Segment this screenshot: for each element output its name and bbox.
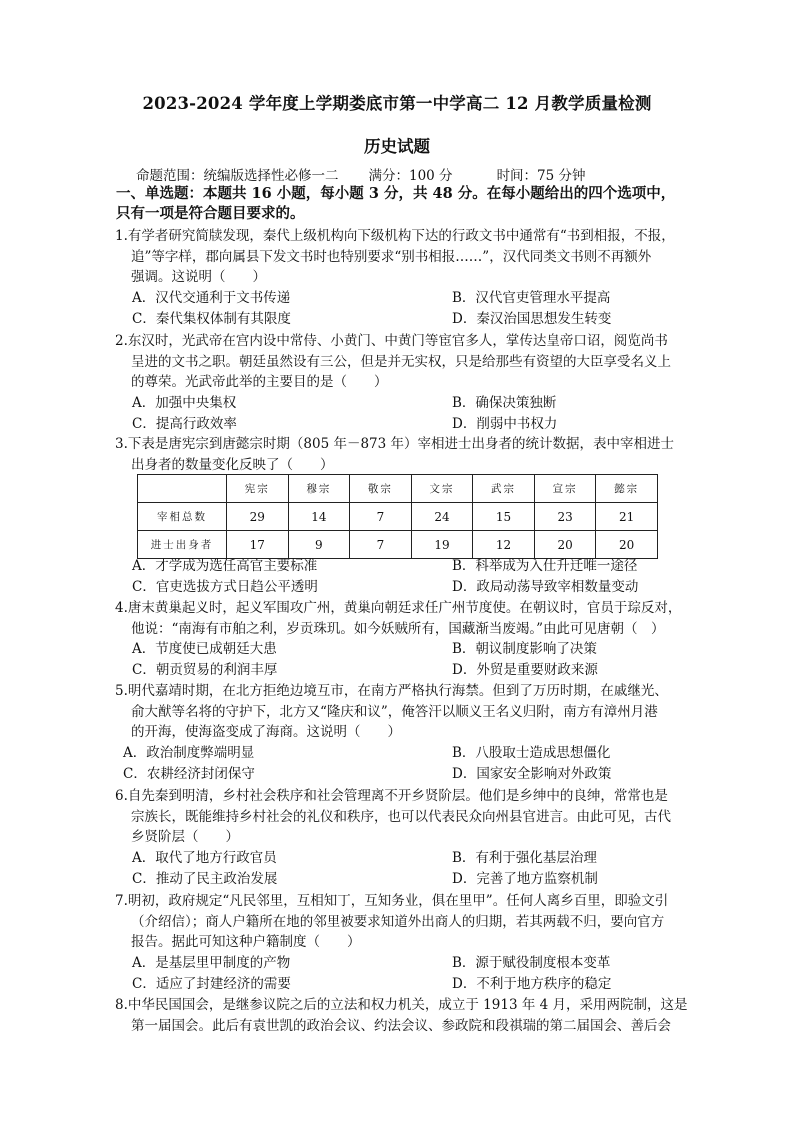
question-5: 5.明代嘉靖时期，在北方拒绝边境互市，在南方严格执行海禁。但到了万历时期，在戚继光、 俞大猷等名将的守护下，北方又“隆庆和议”，俺答汗以顺义王名义归附，南方有漳州月港 的开海，使海盗变成了海商。这说明（ ） A．政治制度弊端明显 B．八股取士造成思想僵化 C．农耕经济封闭保守 D．国家安全影响对外政策 <box>115 681 695 784</box>
option-a[interactable]: A．政治制度弊端明显 <box>123 744 255 761</box>
option-b[interactable]: B．确保决策独断 <box>452 394 557 411</box>
table-row <box>138 503 658 531</box>
exam-time: 时间：75 分钟 <box>496 168 586 184</box>
page-subtitle: 历史试题 <box>364 137 430 156</box>
table-header-cell: 宪宗 <box>227 475 289 503</box>
option-c[interactable]: C．朝贡贸易的利润丰厚 <box>132 662 278 678</box>
table-header-cell: 敬宗 <box>350 475 412 503</box>
option-d[interactable]: D．秦汉治国思想发生转变 <box>452 310 612 327</box>
option-a[interactable]: A．节度使已成朝廷大患 <box>132 641 277 657</box>
options <box>115 288 695 329</box>
option-b[interactable]: B．朝议制度影响了决策 <box>452 641 597 657</box>
question-3: 3.下表是唐宪宗到唐懿宗时期（805 年－873 年）宰相进士出身者的统计数据，表中宰相进士 出身者的数量变化反映了（ ） <box>115 436 675 473</box>
question-number: 6. <box>115 788 128 804</box>
question-number: 4. <box>115 600 128 616</box>
options <box>115 393 695 434</box>
option-d[interactable]: D．国家安全影响对外政策 <box>452 765 612 782</box>
question-number: 1. <box>115 228 128 244</box>
option-d[interactable]: D．外贸是重要财政来源 <box>452 662 598 678</box>
row-label: 进士出身者 <box>138 531 227 559</box>
table-cell: 20 <box>596 531 658 559</box>
table-header-cell: 宣宗 <box>534 475 596 503</box>
question-6: 6.自先秦到明清，乡村社会秩序和社会管理离不开乡贤阶层。他们是乡绅中的良绅，常常也是 宗族长，既能维持乡村社会的礼仪和秩序，也可以代表民众向州县官进言。由此可见，古代 乡贤阶层（ ） A．取代了地方行政官员 B．有利于强化基层治理 C．推动了民主政治发展 D．完善了地方监察机制 <box>115 786 695 889</box>
option-a[interactable]: A．才学成为选任高官主要标准 <box>132 558 318 574</box>
options <box>115 743 695 784</box>
table-header-cell: 穆宗 <box>288 475 350 503</box>
section-heading: 一、单选题：本题共 16 小题，每小题 3 分，共 48 分。在每小题给出的四个选项中， 只有一项是符合题目要求的。 <box>116 185 676 222</box>
table-cell: 29 <box>227 503 289 531</box>
question-number: 2. <box>115 333 128 349</box>
option-c[interactable]: C．秦代集权体制有其限度 <box>132 310 291 327</box>
question-number: 7. <box>115 893 128 909</box>
table-cell: 15 <box>473 503 535 531</box>
option-a[interactable]: A．取代了地方行政官员 <box>132 849 277 866</box>
option-a[interactable]: A．加强中央集权 <box>132 394 237 411</box>
option-b[interactable]: B．源于赋役制度根本变革 <box>452 954 611 971</box>
table-cell: 20 <box>534 531 596 559</box>
option-a[interactable]: A．是基层里甲制度的产物 <box>132 954 291 971</box>
option-d[interactable]: D．完善了地方监察机制 <box>452 870 598 887</box>
question-8: 8.中华民国国会，是继参议院之后的立法和权力机关，成立于 1913 年 4 月，采用两院制，这是 第一届国会。此后有袁世凯的政治会议、约法会议、参政院和段祺瑞的第二届国会、善后会 <box>115 997 688 1034</box>
question-3-options <box>115 556 695 597</box>
option-b[interactable]: B．汉代官吏管理水平提高 <box>452 289 611 306</box>
option-c[interactable]: C．农耕经济封闭保守 <box>123 765 255 782</box>
option-c[interactable]: C．适应了封建经济的需要 <box>132 975 291 992</box>
question-2: 2.东汉时，光武帝在宫内设中常侍、小黄门、中黄门等宦官多人，掌传达皇帝口诏，阅览尚书 呈进的文书之职。朝廷虽然设有三公，但是并无实权，只是给那些有资望的大臣享受名义上 的尊荣。光武帝此举的主要目的是（ ） A．加强中央集权 B．确保决策独断 C．提高行政效率 D．削弱中书权力 <box>115 331 695 434</box>
row-label: 宰相总数 <box>138 503 227 531</box>
option-c[interactable]: C．提高行政效率 <box>132 415 237 432</box>
table-cell: 9 <box>288 531 350 559</box>
options <box>115 556 695 597</box>
table-row <box>138 531 658 559</box>
question-7: 7.明初，政府规定“凡民邻里，互相知丁，互知务业，俱在里甲”。任何人离乡百里，即验文引 （介绍信）；商人户籍所在地的邻里被要求知道外出商人的归期，若其两载不归，要向官方 报告。据此可知这种户籍制度（ ） A．是基层里甲制度的产物 B．源于赋役制度根本变革 C．适应了封建经济的需要 D．不利于地方秩序的稳定 <box>115 891 695 994</box>
question-number: 8. <box>115 997 128 1013</box>
page-title: 2023-2024 学年度上学期娄底市第一中学高二 12 月教学质量检测 <box>142 94 652 113</box>
table-cell: 14 <box>288 503 350 531</box>
options <box>115 639 695 680</box>
question-number: 3. <box>115 436 128 452</box>
question-1: 1.有学者研究简牍发现，秦代上级机构向下级机构下达的行政文书中通常有“书到相报，不报， 追”等字样，郡向属县下发文书时也特别要求“别书相报……”，汉代同类文书则不再额外 强调。这说明（ ） A．汉代交通利于文书传递 B．汉代官吏管理水平提高 C．秦代集权体制有其限度 D．秦汉治国思想发生转变 <box>115 226 695 329</box>
table-cell: 19 <box>411 531 473 559</box>
table-header-cell: 懿宗 <box>596 475 658 503</box>
table-cell: 24 <box>411 503 473 531</box>
table-header-cell: 文宗 <box>411 475 473 503</box>
exam-score: 满分：100 分 <box>368 168 453 184</box>
option-a[interactable]: A．汉代交通利于文书传递 <box>132 289 291 306</box>
table-header-cell: 武宗 <box>473 475 535 503</box>
options <box>115 848 695 889</box>
table-cell: 7 <box>350 531 412 559</box>
table-cell: 7 <box>350 503 412 531</box>
question-4: 4.唐末黄巢起义时，起义军围攻广州，黄巢向朝廷求任广州节度使。在朝议时，官员于琮反对， 他说：“南海有市舶之利，岁贡珠玑。如今妖贼所有，国藏渐当废竭。”由此可见唐朝（ ） A．节度使已成朝廷大患 B．朝议制度影响了决策 C．朝贡贸易的利润丰厚 D．外贸是重要财政来源 <box>115 598 695 680</box>
table-cell: 23 <box>534 503 596 531</box>
option-b[interactable]: B．科举成为入仕升迁唯一途径 <box>452 558 638 574</box>
option-d[interactable]: D．政局动荡导致宰相数量变动 <box>452 579 639 595</box>
exam-scope: 命题范围：统编版选择性必修一二 <box>136 168 339 184</box>
data-table <box>137 474 658 559</box>
option-b[interactable]: B．八股取士造成思想僵化 <box>452 744 611 761</box>
option-c[interactable]: C．官吏选拔方式日趋公平透明 <box>132 579 318 595</box>
option-b[interactable]: B．有利于强化基层治理 <box>452 849 597 866</box>
option-d[interactable]: D．不利于地方秩序的稳定 <box>452 975 612 992</box>
question-number: 5. <box>115 683 128 699</box>
table-cell: 21 <box>596 503 658 531</box>
exam-meta <box>136 164 586 184</box>
table-header-row <box>138 475 658 503</box>
table-cell: 17 <box>227 531 289 559</box>
options <box>115 953 695 994</box>
option-c[interactable]: C．推动了民主政治发展 <box>132 870 278 887</box>
option-d[interactable]: D．削弱中书权力 <box>452 415 558 432</box>
table-cell: 12 <box>473 531 535 559</box>
